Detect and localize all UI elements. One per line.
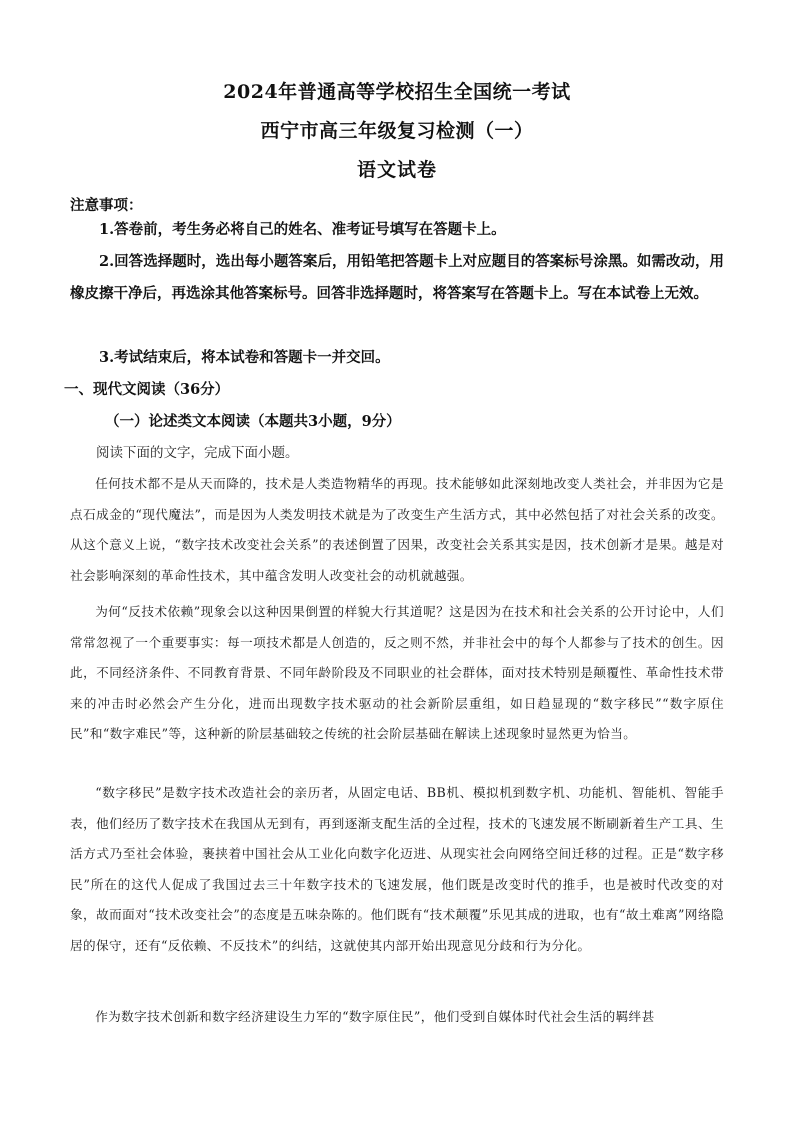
notice-item-1: 1.答卷前，考生务必将自己的姓名、准考证号填写在答题卡上。 — [99, 221, 506, 238]
subject-title: 语文试卷 — [356, 159, 437, 181]
notice-heading: 注意事项： — [70, 197, 143, 214]
passage-paragraph: 作为数字技术创新和数字经济建设生力军的“数字原住民”，他们受到自媒体时代社会生活的羁绊甚 — [95, 1009, 655, 1024]
passage-paragraph: 为何“反技术依赖”现象会以这种因果倒置的样貌大行其道呢？这是因为在技术和社会关系的公开讨论中，人们常常忽视了一个重要事实：每一项技术都是人创造的，反之则不然，并非社会中的每个人都参与了技术的创生。因此，不同经济条件、不同教育背景、不同年龄阶段及不同职业的社会群体，面对技术特别是颠覆性、革命性技术带来的冲击时必然会产生分化，进而出现数字技术驱动的社会新阶层重组，如日趋显现的“数字移民”“数字原住民”和“数字难民”等，这种新的阶层基础较之传统的社会阶层基础在解读上述现象时显然更为恰当。 — [70, 604, 724, 742]
exam-subtitle: 西宁市高三年级复习检测（一） — [260, 120, 534, 142]
section-heading: 一、现代文阅读（36分） — [64, 381, 230, 398]
notice-item-3: 3.考试结束后，将本试卷和答题卡一并交回。 — [99, 349, 390, 366]
passage-paragraph: 任何技术都不是从天而降的，技术是人类造物精华的再现。技术能够如此深刻地改变人类社会，并非因为它是点石成金的“现代魔法”，而是因为人类发明技术就是为了改变生产生活方式，其中必然包括了对社会关系的改变。从这个意义上说，“数字技术改变社会关系”的表述倒置了因果，改变社会关系其实是因，技术创新才是果。越是对社会影响深刻的革命性技术，其中蕴含发明人改变社会的动机就越强。 — [70, 476, 724, 583]
reading-instruction: 阅读下面的文字，完成下面小题。 — [96, 445, 299, 461]
notice-item-2: 2.回答选择题时，选出每小题答案后，用铅笔把答题卡上对应题目的答案标号涂黑。如需改动，用橡皮擦干净后，再选涂其他答案标号。回答非选择题时，将答案写在答题卡上。写在本试卷上无效。 — [70, 253, 724, 302]
exam-title: 2024年普通高等学校招生全国统一考试 — [223, 81, 571, 103]
subsection-heading: （一）论述类文本阅读（本题共3小题，9分） — [105, 413, 401, 430]
passage-paragraph: “数字移民”是数字技术改造社会的亲历者，从固定电话、BB机、模拟机到数字机、功能机、智能机、智能手表，他们经历了数字技术在我国从无到有，再到逐渐支配生活的全过程，技术的飞速发展不断刷新着生产工具、生活方式乃至社会体验，裹挟着中国社会从工业化向数字化迈进、从现实社会向网络空间迁移的过程。正是“数字移民”所在的这代人促成了我国过去三十年数字技术的飞速发展，他们既是改变时代的推手，也是被时代改变的对象，故而面对“技术改变社会”的态度是五味杂陈的。他们既有“技术颠覆”乐见其成的进取，也有“故土难离”网络隐居的保守，还有“反依赖、不反技术”的纠结，这就使其内部开始出现意见分歧和行为分化。 — [70, 785, 724, 953]
